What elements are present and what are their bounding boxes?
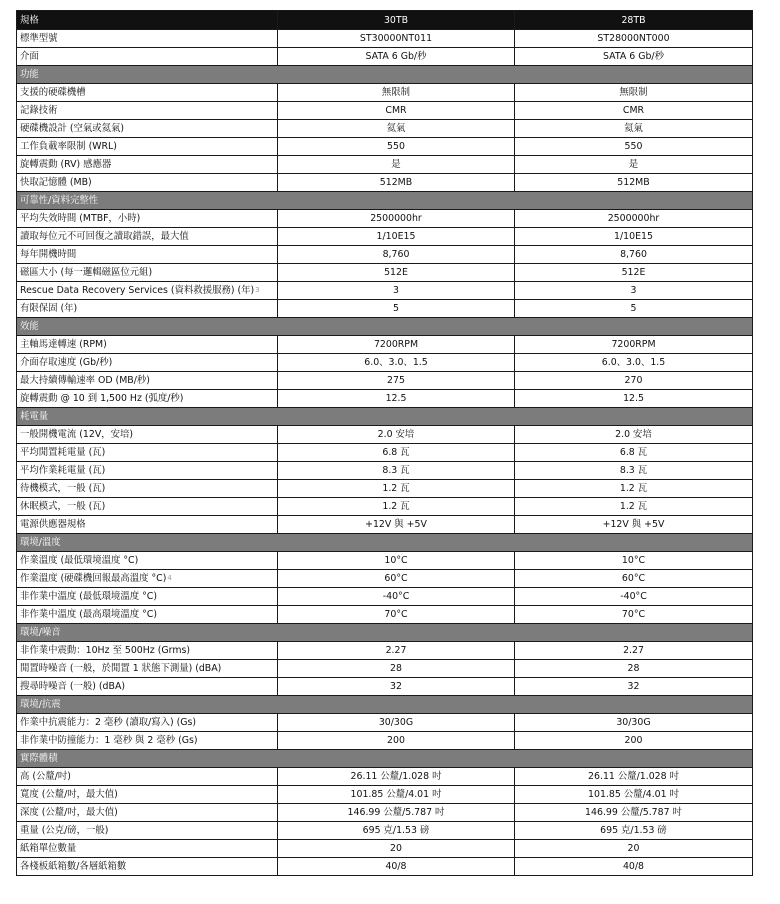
section-header-row: [17, 750, 753, 768]
footnote-marker: 3: [255, 286, 260, 294]
value-30tb: [278, 660, 515, 678]
value-28tb-text: 695 克/1.53 磅: [600, 825, 667, 836]
spec-label: [17, 246, 278, 264]
spec-label: [17, 156, 278, 174]
table-row: [17, 570, 753, 588]
value-30tb-text: 1.2 瓦: [382, 483, 410, 494]
value-30tb: [278, 30, 515, 48]
spec-label-text: 平均作業耗電量 (瓦): [20, 465, 106, 476]
value-28tb: [515, 426, 753, 444]
section-title: 功能: [17, 66, 753, 84]
section-title: 耗電量: [17, 408, 753, 426]
table-row: [17, 714, 753, 732]
header-30tb: 30TB: [278, 11, 515, 30]
table-row: [17, 426, 753, 444]
table-row: [17, 372, 753, 390]
value-28tb: [515, 462, 753, 480]
value-28tb-text: 是: [628, 159, 639, 170]
spec-label-text: 最大持續傳輸速率 OD (MB/秒): [20, 375, 150, 386]
table-row: [17, 660, 753, 678]
value-30tb-text: 12.5: [385, 393, 407, 404]
value-28tb-text: 3: [630, 285, 637, 296]
spec-label: [17, 138, 278, 156]
spec-label: [17, 858, 278, 876]
spec-label: [17, 678, 278, 696]
value-30tb-text: 是: [391, 159, 401, 170]
value-28tb: [515, 30, 753, 48]
value-30tb-text: 101.85 公釐/4.01 吋: [350, 789, 442, 800]
table-row: [17, 48, 753, 66]
value-28tb-text: 2.27: [623, 645, 644, 656]
value-28tb: [515, 858, 753, 876]
spec-label: [17, 642, 278, 660]
value-30tb-text: 40/8: [385, 861, 407, 872]
spec-label-text: 深度 (公釐/吋，最大值): [20, 807, 118, 818]
table-row: [17, 336, 753, 354]
value-28tb: [515, 606, 753, 624]
value-28tb-text: 26.11 公釐/1.028 吋: [588, 771, 679, 782]
value-28tb-text: 12.5: [623, 393, 644, 404]
spec-label-text: 介面: [20, 51, 39, 62]
value-28tb: [515, 552, 753, 570]
value-30tb-text: 8,760: [382, 249, 410, 260]
value-30tb: [278, 282, 515, 300]
value-28tb-text: 氦氣: [624, 123, 643, 134]
spec-table-body: [17, 30, 753, 876]
value-30tb-text: CMR: [385, 105, 407, 116]
spec-label-text: 旋轉震動 (RV) 感應器: [20, 159, 112, 170]
value-30tb-text: 30/30G: [378, 717, 414, 728]
value-30tb: [278, 84, 515, 102]
value-28tb: [515, 570, 753, 588]
spec-label: [17, 426, 278, 444]
spec-label-text: 閒置時噪音 (一般，於閒置 1 狀態下測量) (dBA): [20, 663, 222, 674]
table-row: [17, 264, 753, 282]
value-30tb-text: 695 克/1.53 磅: [362, 825, 430, 836]
value-30tb-text: 1/10E15: [376, 231, 416, 242]
section-header-row: [17, 66, 753, 84]
spec-label: [17, 606, 278, 624]
value-28tb-text: 70°C: [621, 609, 646, 620]
value-30tb-text: 20: [390, 843, 402, 854]
value-28tb: [515, 498, 753, 516]
section-header-row: [17, 192, 753, 210]
spec-label: [17, 822, 278, 840]
spec-label: [17, 570, 278, 588]
table-row: [17, 606, 753, 624]
value-28tb-text: 8.3 瓦: [619, 465, 648, 476]
value-28tb: [515, 138, 753, 156]
spec-label: [17, 444, 278, 462]
spec-label-text: 非作業中溫度 (最高環境溫度 °C): [20, 609, 158, 620]
value-28tb-text: 1.2 瓦: [619, 501, 648, 512]
value-28tb: [515, 246, 753, 264]
section-header-row: [17, 318, 753, 336]
value-30tb: [278, 48, 515, 66]
value-28tb: [515, 120, 753, 138]
value-30tb-text: 8.3 瓦: [382, 465, 410, 476]
value-28tb-text: 28: [627, 663, 640, 674]
value-28tb: [515, 48, 753, 66]
value-30tb: [278, 516, 515, 534]
table-row: [17, 444, 753, 462]
spec-label: [17, 768, 278, 786]
value-30tb: [278, 120, 515, 138]
spec-label: [17, 120, 278, 138]
value-30tb: [278, 840, 515, 858]
value-28tb: [515, 210, 753, 228]
spec-label: [17, 786, 278, 804]
table-row: [17, 30, 753, 48]
spec-label: [17, 282, 278, 300]
value-28tb-text: 8,760: [620, 249, 647, 260]
table-row: [17, 480, 753, 498]
value-28tb: [515, 660, 753, 678]
spec-label-text: 有限保固 (年): [20, 303, 78, 314]
value-30tb: [278, 822, 515, 840]
value-28tb-text: 2.0 安培: [615, 429, 652, 440]
value-28tb: [515, 822, 753, 840]
spec-label-text: 作業溫度 (硬碟機回報最高溫度 °C): [20, 573, 167, 584]
spec-label: [17, 732, 278, 750]
table-row: [17, 354, 753, 372]
spec-label: [17, 354, 278, 372]
section-header-row: [17, 408, 753, 426]
value-30tb: [278, 588, 515, 606]
spec-label: [17, 372, 278, 390]
value-28tb: [515, 300, 753, 318]
value-28tb-text: 1.2 瓦: [619, 483, 648, 494]
value-28tb: [515, 732, 753, 750]
value-30tb: [278, 228, 515, 246]
table-row: [17, 174, 753, 192]
spec-label-text: 記錄技術: [20, 105, 58, 116]
value-30tb-text: 3: [393, 285, 399, 296]
header-spec-label: 規格: [17, 11, 278, 30]
value-30tb-text: 1.2 瓦: [382, 501, 410, 512]
value-30tb: [278, 210, 515, 228]
value-30tb: [278, 156, 515, 174]
table-row: [17, 246, 753, 264]
value-28tb-text: 30/30G: [616, 717, 651, 728]
value-30tb: [278, 372, 515, 390]
value-30tb-text: 2.0 安培: [377, 429, 415, 440]
value-28tb-text: 5: [630, 303, 637, 314]
value-28tb: [515, 804, 753, 822]
table-row: [17, 282, 753, 300]
table-row: [17, 120, 753, 138]
spec-label: [17, 516, 278, 534]
value-30tb: [278, 570, 515, 588]
spec-label: [17, 660, 278, 678]
value-30tb: [278, 498, 515, 516]
value-30tb: [278, 102, 515, 120]
value-30tb: [278, 138, 515, 156]
value-28tb: [515, 768, 753, 786]
value-30tb: [278, 246, 515, 264]
value-28tb: [515, 480, 753, 498]
value-28tb-text: 6.8 瓦: [619, 447, 648, 458]
value-28tb-text: 1/10E15: [614, 231, 653, 242]
spec-label: [17, 552, 278, 570]
spec-label-text: Rescue Data Recovery Services (資料救援服務) (年): [20, 285, 255, 296]
value-30tb-text: 275: [387, 375, 405, 386]
spec-label-text: 旋轉震動 @ 10 到 1,500 Hz (弧度/秒): [20, 393, 184, 404]
spec-label: [17, 462, 278, 480]
value-28tb-text: 6.0、3.0、1.5: [601, 357, 666, 368]
value-28tb-text: 60°C: [621, 573, 646, 584]
spec-label: [17, 228, 278, 246]
value-30tb: [278, 642, 515, 660]
value-28tb: [515, 714, 753, 732]
spec-label: [17, 804, 278, 822]
value-30tb: [278, 714, 515, 732]
value-28tb-text: 20: [627, 843, 640, 854]
table-header-row: [17, 11, 753, 30]
value-28tb: [515, 84, 753, 102]
spec-label: [17, 300, 278, 318]
value-28tb-text: 7200RPM: [611, 339, 656, 350]
value-30tb-text: 60°C: [384, 573, 408, 584]
value-28tb-text: CMR: [622, 105, 645, 116]
section-header-row: [17, 696, 753, 714]
value-28tb-text: -40°C: [620, 591, 647, 602]
value-30tb-text: 氦氣: [386, 123, 406, 134]
value-30tb-text: 5: [393, 303, 399, 314]
value-28tb: [515, 354, 753, 372]
value-30tb: [278, 390, 515, 408]
value-28tb: [515, 678, 753, 696]
value-28tb-text: +12V 與 +5V: [602, 519, 665, 530]
spec-label-text: 主軸馬達轉速 (RPM): [20, 339, 107, 350]
spec-label-text: 非作業中防撞能力：1 毫秒 與 2 毫秒 (Gs): [20, 735, 198, 746]
value-30tb: [278, 174, 515, 192]
spec-label-text: 電源供應器規格: [20, 519, 86, 530]
value-30tb: [278, 768, 515, 786]
value-30tb-text: 10°C: [384, 555, 408, 566]
value-30tb-text: 512E: [384, 267, 408, 278]
value-30tb-text: 146.99 公釐/5.787 吋: [347, 807, 445, 818]
spec-label-text: 非作業中溫度 (最低環境溫度 °C): [20, 591, 158, 602]
spec-label-text: 支援的硬碟機槽: [20, 87, 86, 98]
spec-label-text: 一般開機電流 (12V，安培): [20, 429, 134, 440]
spec-label-text: 紙箱單位數量: [20, 843, 77, 854]
table-row: [17, 804, 753, 822]
spec-label: [17, 30, 278, 48]
spec-label-text: 作業溫度 (最低環境溫度 °C): [20, 555, 139, 566]
value-30tb-text: 28: [390, 663, 402, 674]
value-28tb: [515, 516, 753, 534]
section-title: 環境/溫度: [17, 534, 753, 552]
spec-label-text: 硬碟機設計 (空氣或氦氣): [20, 123, 125, 134]
value-28tb: [515, 390, 753, 408]
section-title: 實際體積: [17, 750, 753, 768]
value-30tb-text: 512MB: [379, 177, 413, 188]
section-title: 效能: [17, 318, 753, 336]
table-row: [17, 138, 753, 156]
value-28tb: [515, 282, 753, 300]
value-30tb: [278, 480, 515, 498]
value-30tb: [278, 462, 515, 480]
value-30tb-text: 26.11 公釐/1.028 吋: [350, 771, 442, 782]
table-row: [17, 84, 753, 102]
section-title: 環境/抗震: [17, 696, 753, 714]
spec-label-text: 高 (公釐/吋): [20, 771, 71, 782]
table-row: [17, 858, 753, 876]
spec-label: [17, 714, 278, 732]
value-30tb-text: 7200RPM: [373, 339, 419, 350]
value-30tb: [278, 858, 515, 876]
table-row: [17, 516, 753, 534]
spec-label: [17, 588, 278, 606]
value-30tb-text: SATA 6 Gb/秒: [365, 51, 427, 62]
value-30tb-text: 6.0、3.0、1.5: [364, 357, 428, 368]
value-28tb-text: 146.99 公釐/5.787 吋: [585, 807, 682, 818]
table-row: [17, 300, 753, 318]
spec-table: [16, 10, 753, 876]
table-row: [17, 390, 753, 408]
value-28tb-text: 200: [624, 735, 643, 746]
value-30tb-text: 2.27: [385, 645, 407, 656]
table-row: [17, 732, 753, 750]
value-30tb: [278, 786, 515, 804]
value-28tb: [515, 156, 753, 174]
spec-label: [17, 840, 278, 858]
value-28tb-text: ST28000NT000: [597, 33, 670, 44]
spec-label-text: 快取記憶體 (MB): [20, 177, 92, 188]
value-30tb: [278, 336, 515, 354]
spec-label-text: 介面存取速度 (Gb/秒): [20, 357, 113, 368]
header-28tb: 28TB: [515, 11, 753, 30]
value-28tb-text: 512E: [621, 267, 646, 278]
value-30tb-text: 6.8 瓦: [382, 447, 410, 458]
spec-label: [17, 498, 278, 516]
value-28tb-text: 101.85 公釐/4.01 吋: [588, 789, 679, 800]
value-28tb: [515, 372, 753, 390]
value-28tb: [515, 840, 753, 858]
value-30tb-text: 550: [387, 141, 405, 152]
value-30tb-text: 200: [387, 735, 405, 746]
value-28tb-text: 無限制: [619, 87, 648, 98]
value-30tb: [278, 606, 515, 624]
table-row: [17, 642, 753, 660]
value-30tb: [278, 678, 515, 696]
table-row: [17, 210, 753, 228]
spec-label-text: 休眠模式，一般 (瓦): [20, 501, 106, 512]
section-header-row: [17, 624, 753, 642]
value-30tb-text: 32: [390, 681, 402, 692]
table-row: [17, 102, 753, 120]
spec-label: [17, 174, 278, 192]
value-30tb: [278, 354, 515, 372]
value-30tb-text: 70°C: [384, 609, 408, 620]
spec-label: [17, 102, 278, 120]
value-30tb-text: +12V 與 +5V: [365, 519, 427, 530]
spec-label: [17, 210, 278, 228]
spec-label-text: 每年開機時間: [20, 249, 77, 260]
footnote-marker: 4: [167, 574, 172, 582]
spec-label: [17, 48, 278, 66]
table-row: [17, 498, 753, 516]
spec-label-text: 磁區大小 (每一邏輯磁區位元組): [20, 267, 153, 278]
value-28tb: [515, 444, 753, 462]
spec-label: [17, 480, 278, 498]
spec-label-text: 作業中抗震能力：2 毫秒 (讀取/寫入) (Gs): [20, 717, 197, 728]
value-28tb: [515, 174, 753, 192]
value-28tb: [515, 336, 753, 354]
table-row: [17, 822, 753, 840]
spec-label-text: 標準型號: [20, 33, 58, 44]
value-28tb-text: 512MB: [617, 177, 650, 188]
value-30tb: [278, 264, 515, 282]
table-row: [17, 786, 753, 804]
section-header-row: [17, 534, 753, 552]
value-30tb: [278, 804, 515, 822]
value-28tb: [515, 642, 753, 660]
value-28tb-text: 270: [624, 375, 643, 386]
spec-label-text: 寬度 (公釐/吋，最大值): [20, 789, 118, 800]
value-28tb-text: 10°C: [621, 555, 646, 566]
table-row: [17, 552, 753, 570]
spec-label-text: 各棧板紙箱數/各層紙箱數: [20, 861, 127, 872]
table-row: [17, 228, 753, 246]
value-30tb: [278, 552, 515, 570]
value-30tb: [278, 300, 515, 318]
spec-label-text: 平均失效時間 (MTBF，小時): [20, 213, 141, 224]
table-row: [17, 588, 753, 606]
spec-label: [17, 264, 278, 282]
value-30tb: [278, 732, 515, 750]
value-30tb-text: 2500000hr: [370, 213, 422, 224]
value-28tb-text: 40/8: [622, 861, 645, 872]
section-title: 可靠性/資料完整性: [17, 192, 753, 210]
spec-label-text: 平均閒置耗電量 (瓦): [20, 447, 106, 458]
value-28tb: [515, 228, 753, 246]
value-28tb-text: 2500000hr: [607, 213, 660, 224]
value-28tb: [515, 786, 753, 804]
value-28tb-text: SATA 6 Gb/秒: [603, 51, 664, 62]
spec-label: [17, 390, 278, 408]
spec-label-text: 搜尋時噪音 (一般) (dBA): [20, 681, 126, 692]
section-title: 環境/噪音: [17, 624, 753, 642]
spec-label-text: 讀取每位元不可回復之讀取錯誤，最大值: [20, 231, 189, 242]
spec-label-text: 待機模式，一般 (瓦): [20, 483, 106, 494]
table-row: [17, 462, 753, 480]
value-28tb-text: 550: [624, 141, 643, 152]
spec-label-text: 重量 (公克/磅，一般): [20, 825, 109, 836]
value-28tb-text: 32: [627, 681, 640, 692]
spec-label-text: 非作業中震動：10Hz 至 500Hz (Grms): [20, 645, 190, 656]
value-28tb: [515, 102, 753, 120]
spec-label: [17, 84, 278, 102]
value-30tb-text: ST30000NT011: [359, 33, 433, 44]
spec-label-text: 工作負載率限制 (WRL): [20, 141, 117, 152]
value-28tb: [515, 588, 753, 606]
spec-label: [17, 336, 278, 354]
value-28tb: [515, 264, 753, 282]
value-30tb-text: -40°C: [382, 591, 410, 602]
table-row: [17, 156, 753, 174]
value-30tb-text: 無限制: [381, 87, 411, 98]
value-30tb: [278, 444, 515, 462]
spec-sheet: [16, 10, 752, 876]
value-30tb: [278, 426, 515, 444]
table-row: [17, 678, 753, 696]
table-row: [17, 840, 753, 858]
table-row: [17, 768, 753, 786]
